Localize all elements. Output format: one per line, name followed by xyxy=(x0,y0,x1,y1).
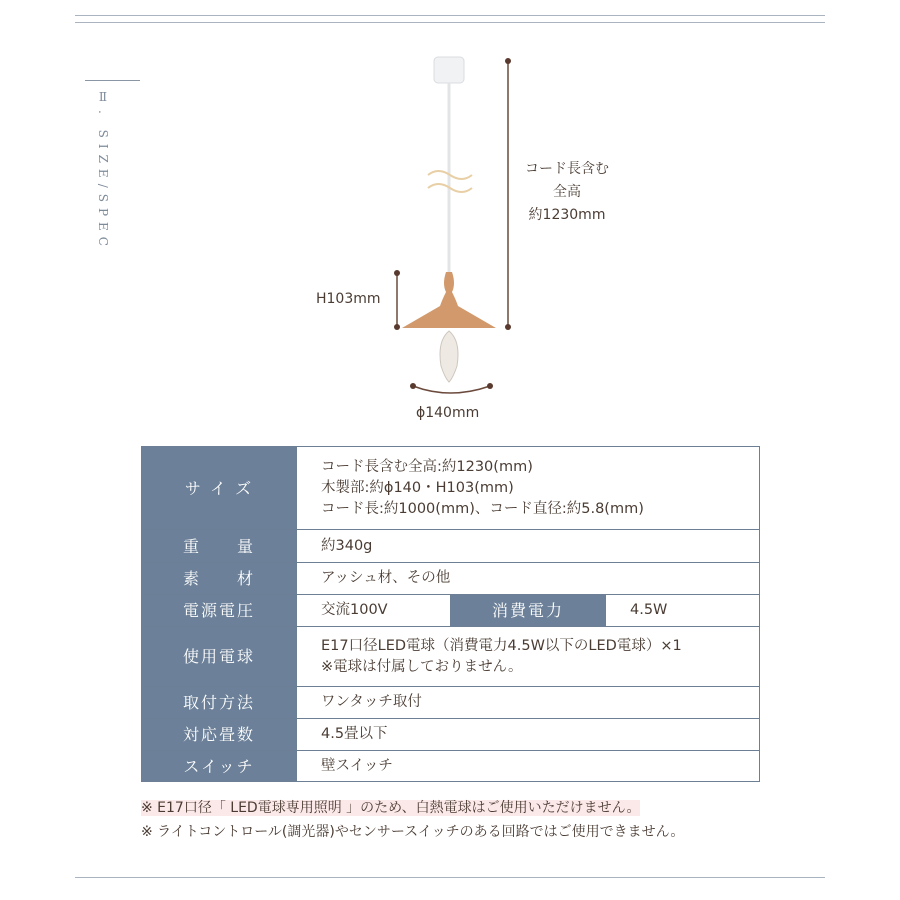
spec-table xyxy=(141,446,760,782)
material-value: アッシュ材、その他 xyxy=(297,563,760,595)
bulb xyxy=(440,331,458,382)
row-label: 電源電圧 xyxy=(142,595,297,627)
row-label: 取付方法 xyxy=(142,687,297,719)
table-row xyxy=(142,447,760,530)
ceiling-canopy xyxy=(434,57,464,83)
pendant-lamp-illustration xyxy=(300,40,630,430)
total-height-label xyxy=(512,158,622,227)
diameter-label: ϕ140mm xyxy=(416,405,480,421)
size-values xyxy=(297,447,760,530)
row-label: サ イ ズ xyxy=(142,447,297,530)
section-label: Ⅱ. SIZE/SPEC xyxy=(96,90,110,252)
row-label: 消費電力 xyxy=(451,595,606,627)
weight-value: 約340g xyxy=(297,530,760,563)
bulb-values xyxy=(297,627,760,687)
table-row xyxy=(142,595,760,627)
row-label: 重 量 xyxy=(142,530,297,563)
note-dimmer: ※ ライトコントロール(調光器)やセンサースイッチのある回路ではご使用できません。 xyxy=(141,824,685,840)
section-rule xyxy=(85,80,140,81)
switch-value: 壁スイッチ xyxy=(297,751,760,782)
row-label: スイッチ xyxy=(142,751,297,782)
total-height-line2: 全高 xyxy=(553,184,581,200)
row-label: 対応畳数 xyxy=(142,719,297,751)
voltage-value: 交流100V xyxy=(297,595,451,627)
table-row xyxy=(142,751,760,782)
total-height-line1: コード長含む xyxy=(525,161,609,177)
shade-height-label: H103mm xyxy=(316,291,381,307)
bulb-line: ※電球は付属しておりません。 xyxy=(321,658,523,675)
notes xyxy=(141,796,684,844)
tatami-value: 4.5畳以下 xyxy=(297,719,760,751)
size-line: コード長:約1000(mm)、コード直径:約5.8(mm) xyxy=(321,500,644,517)
size-line: 木製部:約ϕ140・H103(mm) xyxy=(321,479,514,496)
table-row xyxy=(142,627,760,687)
bulb-line: E17口径LED電球（消費電力4.5W以下のLED電球）×1 xyxy=(321,637,682,654)
top-rule xyxy=(75,15,825,16)
table-row xyxy=(142,563,760,595)
note-incandescent: ※ E17口径「 LED電球専用照明 」のため、白熱電球はご使用いただけません。 xyxy=(141,800,641,816)
mount-value: ワンタッチ取付 xyxy=(297,687,760,719)
row-label: 使用電球 xyxy=(142,627,297,687)
bottom-rule xyxy=(75,877,825,878)
row-label: 素 材 xyxy=(142,563,297,595)
total-height-line3: 約1230mm xyxy=(528,207,606,223)
table-row xyxy=(142,687,760,719)
wood-shade xyxy=(402,272,496,328)
table-row xyxy=(142,719,760,751)
power-value: 4.5W xyxy=(606,595,760,627)
size-line: コード長含む全高:約1230(mm) xyxy=(321,458,533,475)
top-rule-2 xyxy=(75,22,825,23)
table-row xyxy=(142,530,760,563)
